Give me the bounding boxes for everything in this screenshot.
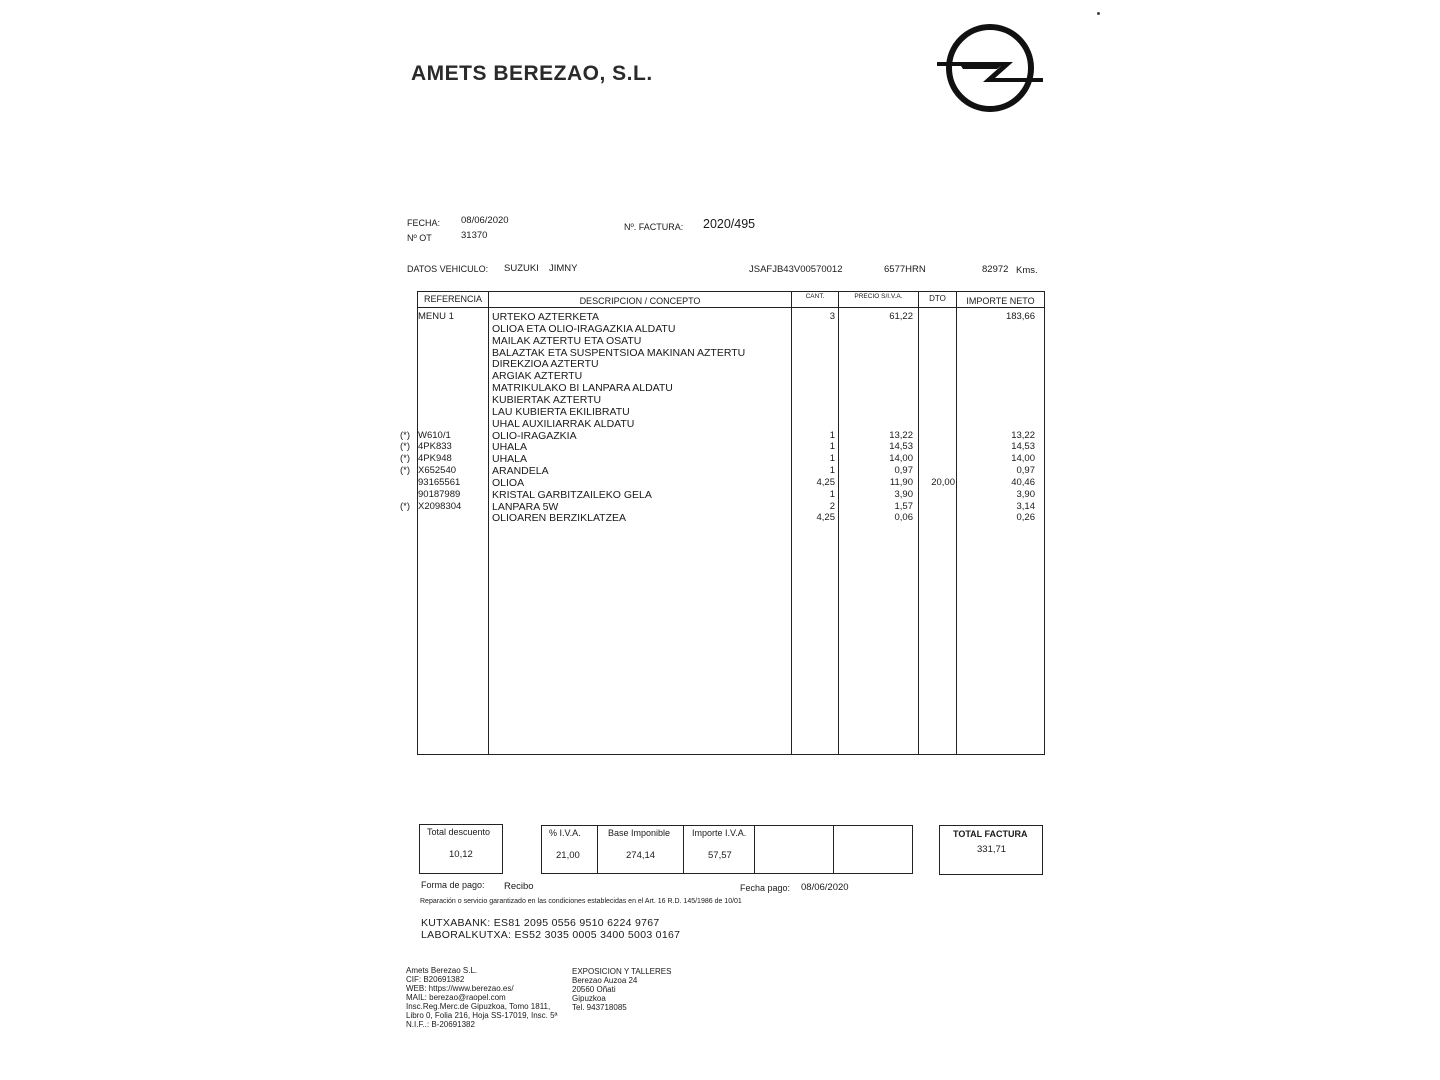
unit-price-cell: 14,53 bbox=[889, 441, 913, 453]
description-cell: LANPARA 5W bbox=[492, 500, 559, 513]
payment-date-value: 08/06/2020 bbox=[801, 882, 849, 893]
vat-box bbox=[541, 825, 913, 874]
payment-method-label: Forma de pago: bbox=[421, 880, 485, 890]
discount-value: 10,12 bbox=[449, 849, 473, 860]
ot-label: Nº OT bbox=[407, 233, 432, 243]
net-amount-cell: 13,22 bbox=[1011, 429, 1035, 441]
unit-price-cell: 13,22 bbox=[889, 429, 913, 441]
th-importe: IMPORTE NETO bbox=[966, 296, 1035, 306]
footer-line: 20560 Oñati bbox=[572, 985, 616, 994]
description-cell: OLIOAREN BERZIKLATZEA bbox=[492, 512, 627, 525]
ref-cell: X652540 bbox=[418, 465, 457, 477]
iva-pct-value: 21,00 bbox=[556, 850, 580, 861]
table-row bbox=[400, 441, 1044, 454]
importe-iva-value: 57,57 bbox=[708, 850, 732, 861]
factura-label: Nº. FACTURA: bbox=[624, 222, 684, 232]
vehicle-model: JIMNY bbox=[549, 263, 578, 274]
col-divider bbox=[754, 826, 755, 873]
quantity-cell: 2 bbox=[829, 500, 835, 512]
unit-price-cell: 1,57 bbox=[894, 500, 913, 512]
description-cell: ARANDELA bbox=[492, 465, 549, 478]
table-row bbox=[418, 394, 1044, 406]
th-descripcion: DESCRIPCION / CONCEPTO bbox=[579, 296, 701, 306]
bank-account: LABORALKUTXA: ES52 3035 0005 3400 5003 0167 bbox=[421, 929, 681, 941]
ref-cell: 90187989 bbox=[418, 488, 461, 500]
unit-price-cell: 11,90 bbox=[889, 476, 913, 488]
footer-line: Libro 0, Folia 216, Hoja SS-17019, Insc. 5ª bbox=[406, 1011, 558, 1020]
unit-price-cell: 14,00 bbox=[889, 453, 913, 465]
vehicle-km: 82972 bbox=[982, 264, 1009, 275]
quantity-cell: 3 bbox=[829, 311, 835, 322]
th-precio: PRECIO S/I.V.A. bbox=[854, 293, 903, 300]
iva-pct-label: % I.V.A. bbox=[549, 828, 581, 838]
description-cell: OLIO-IRAGAZKIA bbox=[492, 429, 577, 442]
footer-company-info bbox=[406, 966, 558, 1029]
footer-line: CIF: B20691382 bbox=[406, 975, 465, 984]
importe-iva-label: Importe I.V.A. bbox=[692, 828, 747, 838]
asterisk-marker: (*) bbox=[400, 500, 411, 512]
table-row bbox=[418, 358, 1044, 370]
asterisk-marker: (*) bbox=[400, 429, 411, 441]
unit-price-cell: 0,97 bbox=[894, 465, 913, 477]
quantity-cell: 1 bbox=[829, 488, 835, 500]
quantity-cell: 1 bbox=[829, 465, 835, 477]
vehicle-km-unit: Kms. bbox=[1016, 265, 1038, 276]
asterisk-marker: (*) bbox=[400, 453, 411, 465]
fecha-value: 08/06/2020 bbox=[461, 215, 509, 226]
base-value: 274,14 bbox=[626, 850, 656, 861]
total-box bbox=[939, 825, 1043, 875]
discount-cell: 20,00 bbox=[931, 476, 955, 488]
ref-cell: MENU 1 bbox=[418, 311, 454, 322]
net-amount-cell: 3,90 bbox=[1016, 488, 1035, 500]
table-row bbox=[400, 500, 1044, 513]
bank-account: KUTXABANK: ES81 2095 0556 9510 6224 9767 bbox=[421, 917, 660, 929]
unit-price-cell: 3,90 bbox=[894, 488, 913, 500]
description-cell: LAU KUBIERTA EKILIBRATU bbox=[492, 405, 630, 418]
table-row bbox=[418, 489, 1044, 501]
table-row bbox=[418, 382, 1044, 394]
footer-line: N.I.F..: B-20691382 bbox=[406, 1020, 475, 1029]
description-cell: DIREKZIOA AZTERTU bbox=[492, 358, 599, 371]
scan-speck bbox=[1097, 12, 1100, 15]
footer-line: WEB: https://www.berezao.es/ bbox=[406, 984, 514, 993]
vehicle-label: DATOS VEHICULO: bbox=[407, 264, 489, 274]
th-cantidad: CANT. bbox=[805, 293, 825, 300]
items-table bbox=[400, 291, 1045, 755]
ref-cell: 4PK833 bbox=[418, 441, 452, 453]
quantity-cell: 1 bbox=[829, 441, 835, 453]
table-row bbox=[418, 323, 1044, 335]
table-row bbox=[400, 429, 1044, 442]
quantity-cell: 4,25 bbox=[816, 476, 835, 488]
col-divider bbox=[833, 826, 834, 873]
description-cell: KRISTAL GARBITZAILEKO GELA bbox=[492, 488, 652, 501]
asterisk-marker: (*) bbox=[400, 465, 411, 477]
description-cell: UHALA bbox=[492, 453, 528, 466]
footer-line: EXPOSICION Y TALLERES bbox=[572, 967, 672, 976]
net-amount-cell: 40,46 bbox=[1011, 476, 1035, 488]
ref-cell: W610/1 bbox=[418, 429, 451, 441]
footer-line: Berezao Auzoa 24 bbox=[572, 976, 638, 985]
table-row bbox=[418, 335, 1044, 347]
footer-line: Amets Berezao S.L. bbox=[406, 966, 478, 975]
table-row bbox=[418, 418, 1044, 430]
net-amount-cell: 14,00 bbox=[1011, 453, 1035, 465]
description-cell: KUBIERTAK AZTERTU bbox=[492, 393, 602, 406]
ot-value: 31370 bbox=[461, 230, 488, 241]
vehicle-make: SUZUKI bbox=[504, 263, 539, 274]
description-cell: MAILAK AZTERTU ETA OSATU bbox=[492, 334, 642, 347]
description-cell: MATRIKULAKO BI LANPARA ALDATU bbox=[492, 382, 673, 395]
fecha-label: FECHA: bbox=[407, 218, 441, 228]
unit-price-cell: 0,06 bbox=[894, 512, 913, 524]
asterisk-marker: (*) bbox=[400, 441, 411, 453]
description-cell: BALAZTAK ETA SUSPENTSIOA MAKINAN AZTERTU bbox=[492, 346, 746, 359]
table-row bbox=[418, 347, 1044, 359]
description-cell: UHAL AUXILIARRAK ALDATU bbox=[492, 417, 635, 430]
table-row bbox=[418, 311, 1044, 323]
description-cell: URTEKO AZTERKETA bbox=[492, 311, 599, 323]
footer-line: MAIL: berezao@raopel.com bbox=[406, 993, 506, 1002]
total-label: TOTAL FACTURA bbox=[953, 829, 1028, 839]
col-divider bbox=[597, 826, 598, 873]
ref-cell: X2098304 bbox=[418, 500, 462, 512]
factura-value: 2020/495 bbox=[703, 217, 756, 231]
table-row bbox=[400, 453, 1044, 466]
description-cell: OLIOA ETA OLIO-IRAGAZKIA ALDATU bbox=[492, 322, 676, 335]
header-divider bbox=[418, 307, 1044, 308]
th-dto: DTO bbox=[929, 294, 946, 303]
payment-method-value: Recibo bbox=[504, 881, 534, 892]
col-divider bbox=[683, 826, 684, 873]
th-referencia: REFERENCIA bbox=[423, 294, 482, 304]
vehicle-plate: 6577HRN bbox=[884, 264, 926, 275]
table-row bbox=[418, 477, 1044, 489]
table-row bbox=[418, 406, 1044, 418]
quantity-cell: 1 bbox=[829, 429, 835, 441]
ref-cell: 4PK948 bbox=[418, 453, 452, 465]
unit-price-cell: 61,22 bbox=[889, 311, 913, 322]
total-value: 331,71 bbox=[977, 844, 1007, 855]
base-label: Base Imponible bbox=[608, 828, 671, 838]
table-row bbox=[418, 370, 1044, 382]
quantity-cell: 1 bbox=[829, 453, 835, 465]
net-amount-cell: 183,66 bbox=[1005, 311, 1035, 322]
footer-address bbox=[572, 967, 671, 1012]
guarantee-note: Reparación o servicio garantizado en las condiciones establecidas en el Art. 16 R.D. 145/1986 de 10/01 bbox=[420, 898, 742, 905]
net-amount-cell: 0,97 bbox=[1016, 465, 1035, 477]
opel-logo-icon bbox=[937, 22, 1043, 114]
table-row bbox=[418, 512, 1044, 524]
table-row bbox=[400, 465, 1044, 478]
footer-line: Gipuzkoa bbox=[572, 994, 606, 1003]
company-name: AMETS BEREZAO, S.L. bbox=[411, 62, 653, 85]
discount-box bbox=[419, 824, 503, 874]
vehicle-vin: JSAFJB43V00570012 bbox=[749, 264, 843, 275]
footer-line: Tel. 943718085 bbox=[572, 1003, 627, 1012]
discount-label: Total descuento bbox=[427, 827, 491, 837]
net-amount-cell: 3,14 bbox=[1016, 500, 1035, 512]
description-cell: OLIOA bbox=[492, 476, 525, 489]
quantity-cell: 4,25 bbox=[816, 512, 835, 524]
description-cell: ARGIAK AZTERTU bbox=[492, 370, 583, 383]
ref-cell: 93165561 bbox=[418, 476, 461, 488]
description-cell: UHALA bbox=[492, 441, 528, 454]
footer-line: Insc.Reg.Merc.de Gipuzkoa, Tomo 1811, bbox=[406, 1002, 551, 1011]
net-amount-cell: 0,26 bbox=[1016, 512, 1035, 524]
payment-date-label: Fecha pago: bbox=[740, 883, 791, 893]
net-amount-cell: 14,53 bbox=[1011, 441, 1035, 453]
